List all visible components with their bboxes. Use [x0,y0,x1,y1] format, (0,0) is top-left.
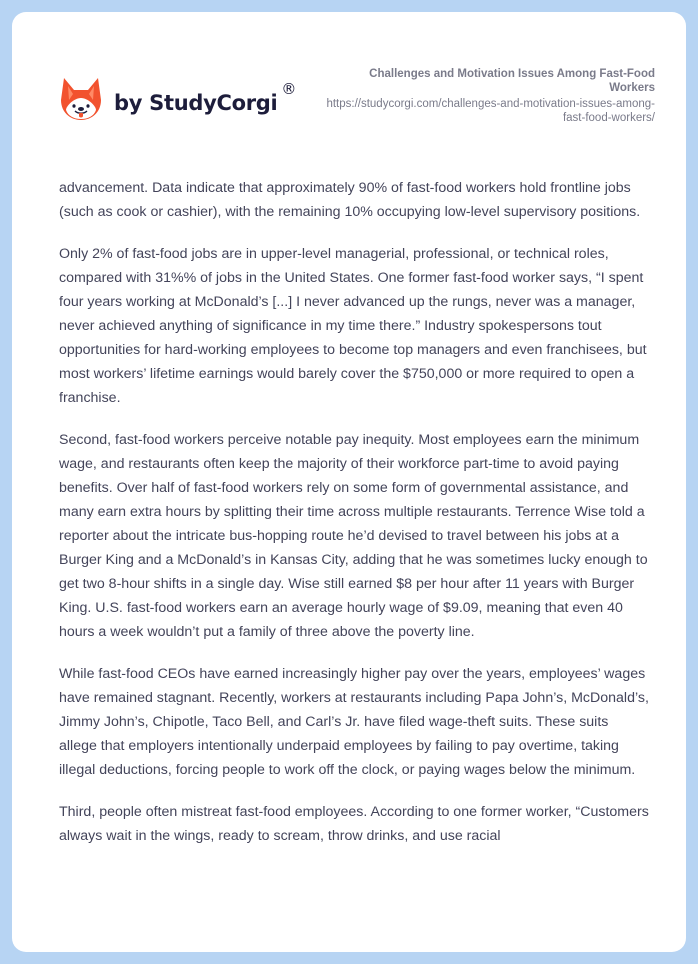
paragraph: advancement. Data indicate that approximately 90% of fast-food workers hold frontline jobs (such as cook or cashier), with the remaining 10% occupying low-level supervisory positions. [59,180,641,220]
paragraph: Second, fast-food workers perceive notable pay inequity. Most employees earn the minimum wage, and restaurants often keep the majority of their workforce part-time to avoid paying benefits. Over half of fast-food workers rely on some form of governmental assistance, and many earn extra hours by splitting their time across multiple restaurants. Terrence Wise told a reporter about the intricate bus-hopping route he’d devised to travel between his jobs at a Burger King and a McDonald’s in Kansas City, adding that he was sometimes lucky enough to get two 8-hour shifts in a single day. Wise still earned $8 per hour after 11 years with Burger King. U.S. fast-food workers earn an average hourly wage of $9.09, meaning that even 40 hours a week wouldn’t put a family of three above the poverty line. [59,432,648,640]
document-page [12,12,686,952]
registered-mark: ® [281,80,297,98]
article-body [59,176,649,866]
paragraph: Only 2% of fast-food jobs are in upper-level managerial, professional, or technical roles, compared with 31%% of jobs in the United States. One former fast-food worker says, “I spent four years working at McDonald’s [...] I never advanced up the rungs, never was a manager, never achieved anything of significance in my time there.” Industry spokespersons tout opportunities for hard-working employees to become top managers and even franchisees, but most workers’ lifetime earnings would barely cover the $750,000 or more required to open a franchise. [59,246,647,406]
page-header [12,12,686,162]
studycorgi-logo[interactable] [60,76,296,122]
document-title: Challenges and Motivation Issues Among Fast-Food Workers [369,68,655,94]
document-url[interactable]: https://studycorgi.com/challenges-and-motivation-issues-among-fast-food-workers/ [326,98,655,124]
document-meta [325,67,655,125]
paragraph: Third, people often mistreat fast-food employees. According to one former worker, “Customers always wait in the wings, ready to scream, throw drinks, and use racial [59,804,649,844]
brand-name: by StudyCorgi [114,91,278,115]
corgi-logo-icon [60,76,102,122]
paragraph: While fast-food CEOs have earned increasingly higher pay over the years, employees’ wages have remained stagnant. Recently, workers at restaurants including Papa John’s, McDonald’s, Jimmy John’s, Chipotle, Taco Bell, and Carl’s Jr. have filed wage-theft suits. These suits allege that employers intentionally underpaid employees by failing to pay overtime, taking illegal deductions, forcing people to work off the clock, or paying wages below the minimum. [59,666,649,778]
